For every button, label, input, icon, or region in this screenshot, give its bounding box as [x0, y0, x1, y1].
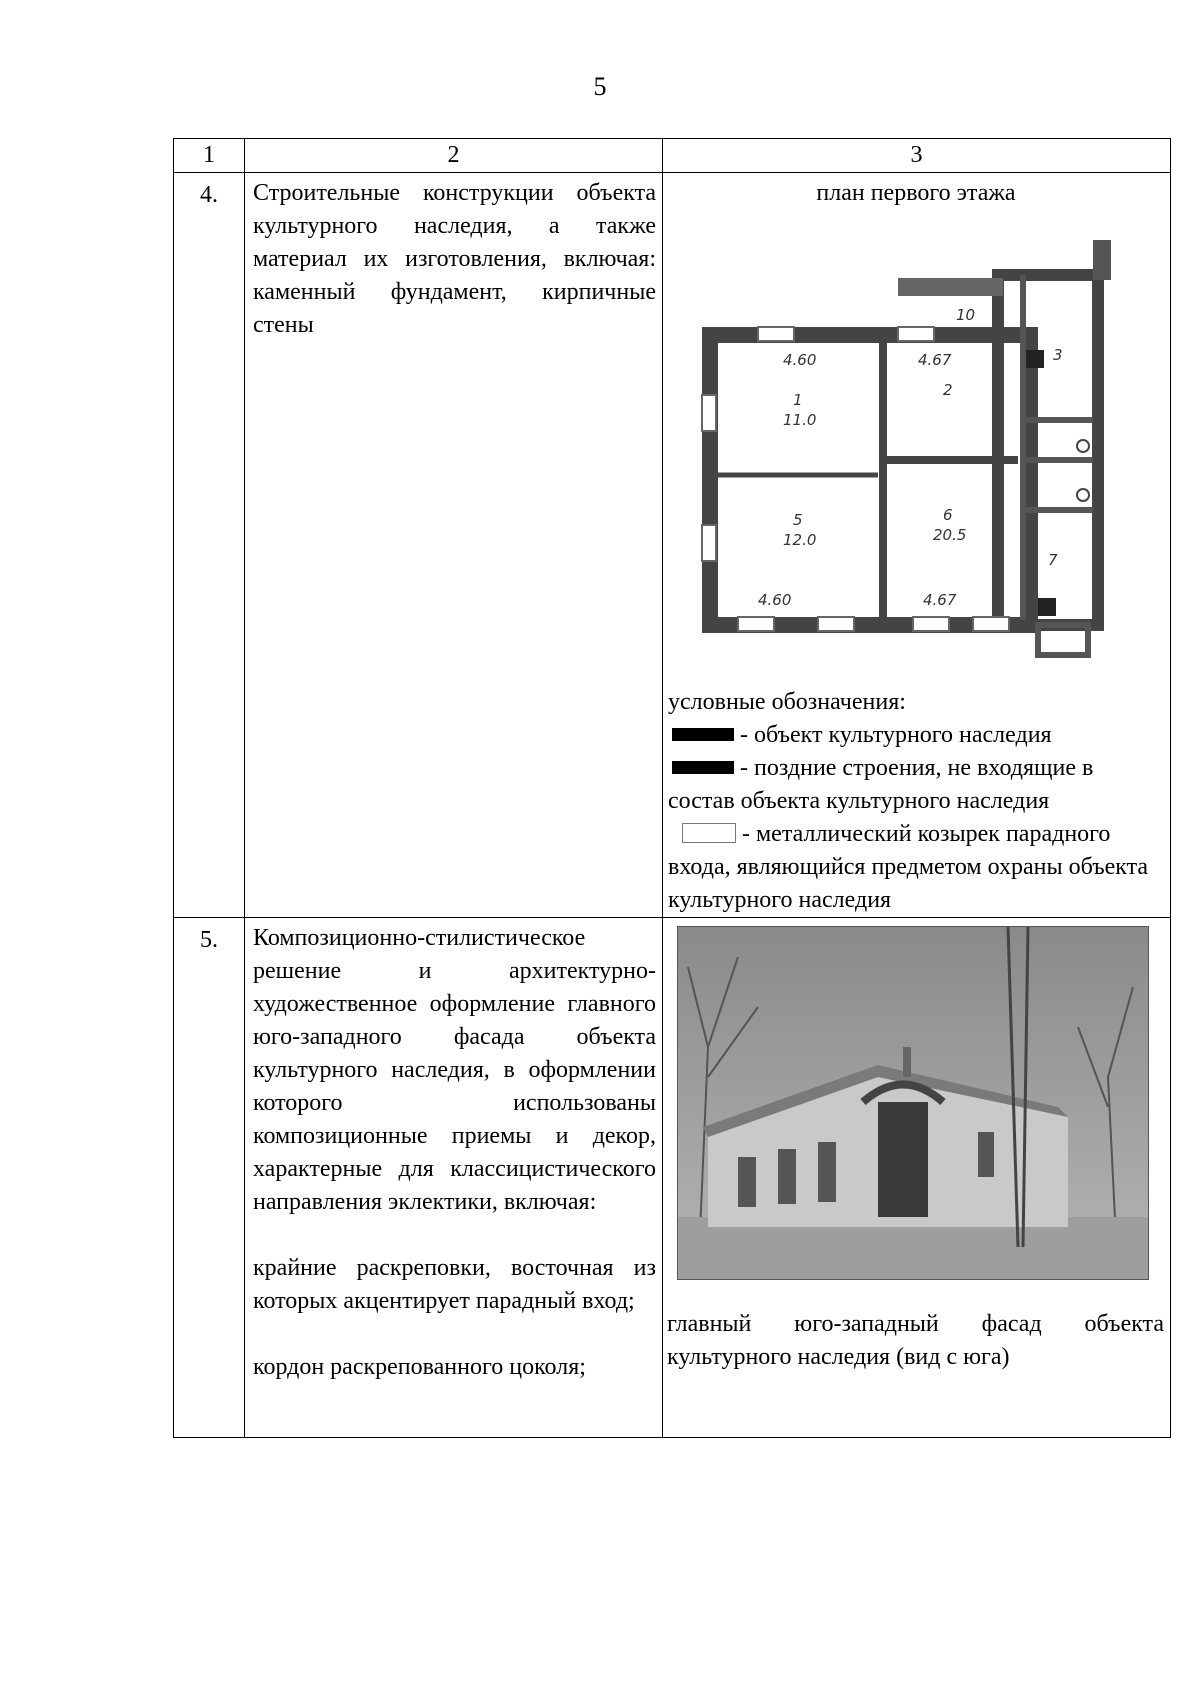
legend-label: - поздние строения, не входящие в состав объекта культурного наследия — [668, 755, 1094, 814]
row-number: 5. — [174, 918, 245, 1438]
legend-label: - объект культурного наследия — [740, 722, 1052, 748]
header-col-3: 3 — [663, 139, 1171, 173]
description-item: кордон раскрепованного цоколя; — [253, 1354, 586, 1380]
floor-plan — [698, 220, 1138, 680]
plan-label: 4.67 — [923, 591, 957, 609]
description-text: Строительные конструкции объекта культурного наследия, а также материал их изготовления, включая: каменный фундамент, кирпичные стены — [253, 180, 656, 338]
row-number: 4. — [174, 173, 245, 918]
header-col-2: 2 — [245, 139, 663, 173]
plan-label: 4.60 — [758, 591, 792, 609]
page-number: 5 — [593, 72, 607, 101]
legend-title: условные обозначения: — [668, 689, 906, 715]
plan-label: 7 — [1048, 551, 1058, 569]
legend-label: - металлический козырек парадного входа, являющийся предметом охраны объекта культурного наследия — [668, 821, 1149, 913]
photo-caption: главный юго-западный фасад объекта культурного наследия (вид с юга) — [667, 1311, 1164, 1370]
plan-label: 4.60 — [783, 351, 817, 369]
row-description — [245, 918, 663, 1438]
header-col-1: 1 — [174, 139, 245, 173]
description-item: крайние раскреповки, восточная из которых акцентирует парадный вход; — [253, 1255, 656, 1314]
heritage-table — [173, 138, 1171, 1438]
plan-label: 10 — [956, 306, 976, 324]
photo-cell — [663, 918, 1171, 1438]
table-row — [174, 918, 1171, 1438]
legend — [668, 686, 1164, 917]
plan-cell — [663, 173, 1171, 918]
plan-label: 5 — [793, 511, 803, 529]
plan-label: 4.67 — [918, 351, 952, 369]
legend-swatch-canopy — [682, 823, 736, 843]
table-row — [174, 173, 1171, 918]
legend-item-canopy — [668, 818, 1164, 917]
plan-label: 2 — [943, 381, 953, 399]
plan-label: 6 — [943, 506, 953, 524]
plan-label: 11.0 — [783, 411, 817, 429]
plan-label: 12.0 — [783, 531, 817, 549]
plan-label: 1 — [793, 391, 803, 409]
plan-label: 3 — [1053, 346, 1063, 364]
legend-swatch-heritage — [672, 728, 734, 741]
facade-photo — [677, 926, 1149, 1280]
legend-swatch-late-buildings — [672, 761, 734, 774]
legend-item-heritage — [668, 719, 1164, 752]
row-description — [245, 173, 663, 918]
plan-label: 20.5 — [933, 526, 967, 544]
table-header-row — [174, 139, 1171, 173]
plan-title: план первого этажа — [816, 180, 1016, 206]
description-text: Композиционно-стилистическое решение и архитектурно-художественное оформление главного юго-западного фасада объекта культурного наследия, в оформлении которого использованы композиционные приемы и декор, характерные для классицистического направления эклектики, включая: — [253, 925, 656, 1215]
legend-item-late-buildings — [668, 752, 1164, 818]
